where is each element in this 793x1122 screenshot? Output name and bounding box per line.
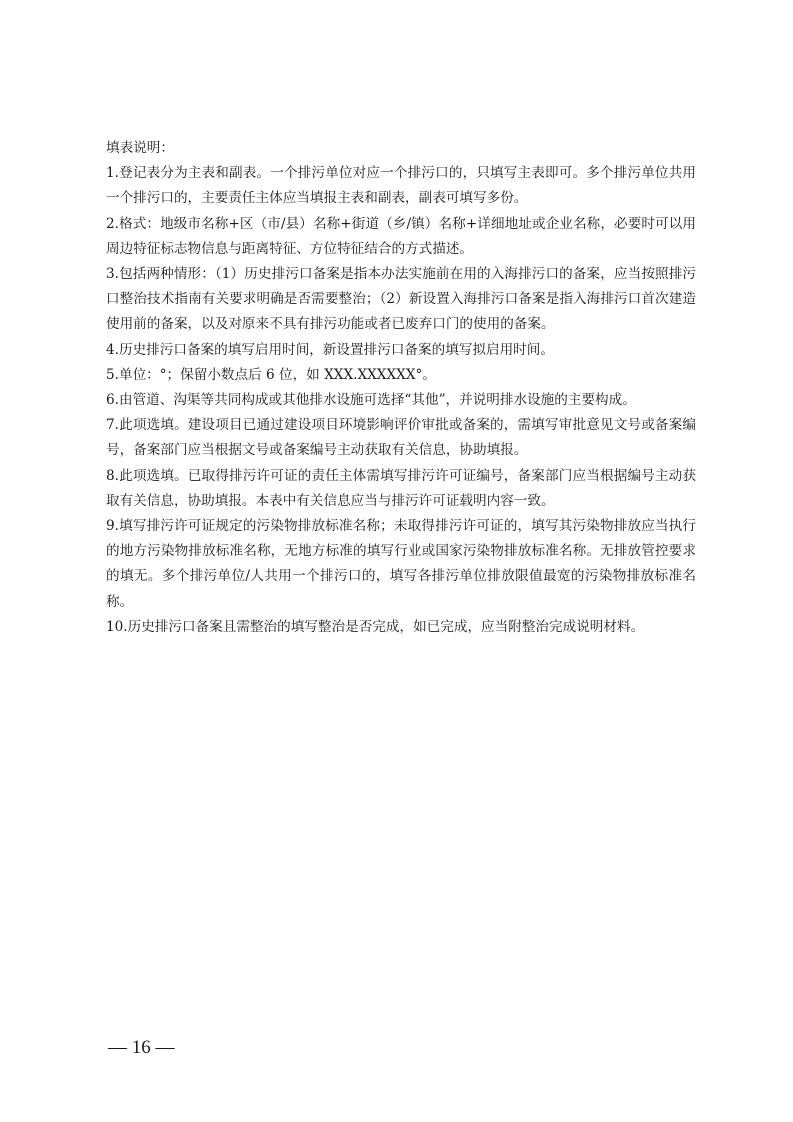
note-item-7: 7.此项选填。建设项目已通过建设项目环境影响评价审批或备案的，需填写审批意见文号或备案编号，备案部门应当根据文号或备案编号主动获取有关信息，协助填报。 xyxy=(106,417,696,459)
note-item-9: 9.填写排污许可证规定的污染物排放标准名称；未取得排污许可证的，填写其污染物排放应当执行的地方污染物排放标准名称，无地方标准的填写行业或国家污染物排放标准名称。无排放管控要求的填无。多个排污单位/人共用一个排污口的，填写各排污单位排放限值最宽的污染物排放标准名称。 xyxy=(106,518,696,610)
note-item-10: 10.历史排污口备案且需整治的填写整治是否完成，如已完成，应当附整治完成说明材料。 xyxy=(106,618,645,635)
note-item-5: 5.单位：°；保留小数点后 6 位，如 XXX.XXXXXX°。 xyxy=(106,366,436,383)
note-item-8: 8.此项选填。已取得排污许可证的责任主体需填写排污许可证编号，备案部门应当根据编号主动获取有关信息，协助填报。本表中有关信息应当与排污许可证载明内容一致。 xyxy=(106,467,696,509)
note-item-3: 3.包括两种情形：（1）历史排污口备案是指本办法实施前在用的入海排污口的备案，应当按照排污口整治技术指南有关要求明确是否需要整治；（2）新设置入海排污口备案是指入海排污口首次建造使用前的备案，以及对原来不具有排污功能或者已废弃口门的使用的备案。 xyxy=(106,266,696,333)
note-item-2: 2.格式：地级市名称+区（市/县）名称+街道（乡/镇）名称+详细地址或企业名称，必要时可以用周边特征标志物信息与距离特征、方位特征结合的方式描述。 xyxy=(106,215,697,257)
note-item-4: 4.历史排污口备案的填写启用时间，新设置排污口备案的填写拟启用时间。 xyxy=(106,341,554,358)
instructions-heading: 填表说明： xyxy=(106,140,174,156)
note-item-1: 1.登记表分为主表和副表。一个排污单位对应一个排污口的，只填写主表即可。多个排污单位共用一个排污口的，主要责任主体应当填报主表和副表，副表可填写多份。 xyxy=(106,165,696,207)
note-item-6: 6.由管道、沟渠等共同构成或其他排水设施可选择“其他”，并说明排水设施的主要构成。 xyxy=(106,392,636,409)
instructions-section xyxy=(106,136,696,640)
page-number: — 16 — xyxy=(108,1037,175,1058)
